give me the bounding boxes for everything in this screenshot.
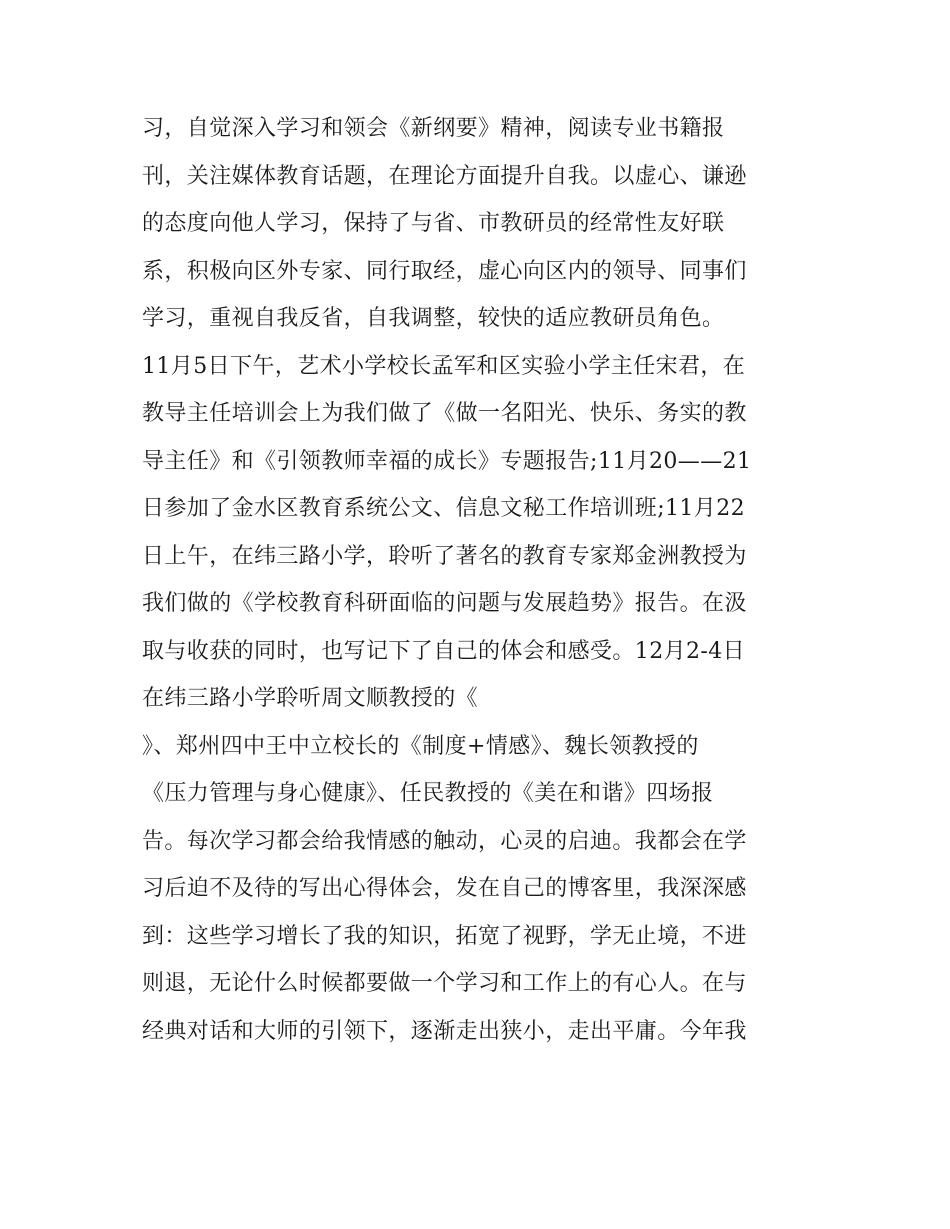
text-line: 习，自觉深入学习和领会《新纲要》精神，阅读专业书籍报 — [142, 116, 725, 141]
text-line: 到：这些学习增长了我的知识，拓宽了视野，学无止境，不进 — [142, 923, 747, 949]
text-line: 在纬三路小学聆听周文顺教授的《 — [142, 686, 479, 711]
text-line: 告。每次学习都会给我情感的触动，心灵的启迪。我都会在学 — [142, 828, 747, 854]
text-line: 刊，关注媒体教育话题，在理论方面提升自我。以虚心、谦逊 — [142, 163, 747, 189]
text-line: 的态度向他人学习，保持了与省、市教研员的经常性友好联 — [142, 211, 725, 236]
text-line: 我们做的《学校教育科研面临的问题与发展趋势》报告。在汲 — [142, 591, 747, 616]
text-line: 11月5日下午，艺术小学校长孟军和区实验小学主任宋君，在 — [142, 353, 746, 379]
text-line: 取与收获的同时，也写记下了自己的体会和感受。12月2-4日 — [142, 638, 746, 664]
text-line: 日上午，在纬三路小学，聆听了著名的教育专家郑金洲教授为 — [142, 543, 747, 569]
text-line: 日参加了金水区教育系统公文、信息文秘工作培训班;11月22 — [142, 496, 746, 521]
text-line: 经典对话和大师的引领下，逐渐走出狭小，走出平庸。今年我 — [142, 1018, 747, 1044]
text-line: 教导主任培训会上为我们做了《做一名阳光、快乐、务实的教 — [142, 401, 747, 426]
text-line: 导主任》和《引领教师幸福的成长》专题报告;11月20——21 — [142, 448, 752, 474]
text-line: 系，积极向区外专家、同行取经，虚心向区内的领导、同事们 — [142, 258, 747, 284]
body-text — [142, 105, 832, 1055]
text-line: 《压力管理与身心健康》、任民教授的《美在和谐》四场报 — [142, 781, 714, 806]
text-line: 》、郑州四中王中立校长的《制度+情感》、魏长领教授的 — [142, 733, 699, 759]
text-line: 学习，重视自我反省，自我调整，较快的适应教研员角色。 — [142, 306, 725, 331]
text-line: 习后迫不及待的写出心得体会，发在自己的博客里，我深深感 — [142, 876, 747, 901]
text-line: 则退，无论什么时候都要做一个学习和工作上的有心人。在与 — [142, 971, 747, 996]
